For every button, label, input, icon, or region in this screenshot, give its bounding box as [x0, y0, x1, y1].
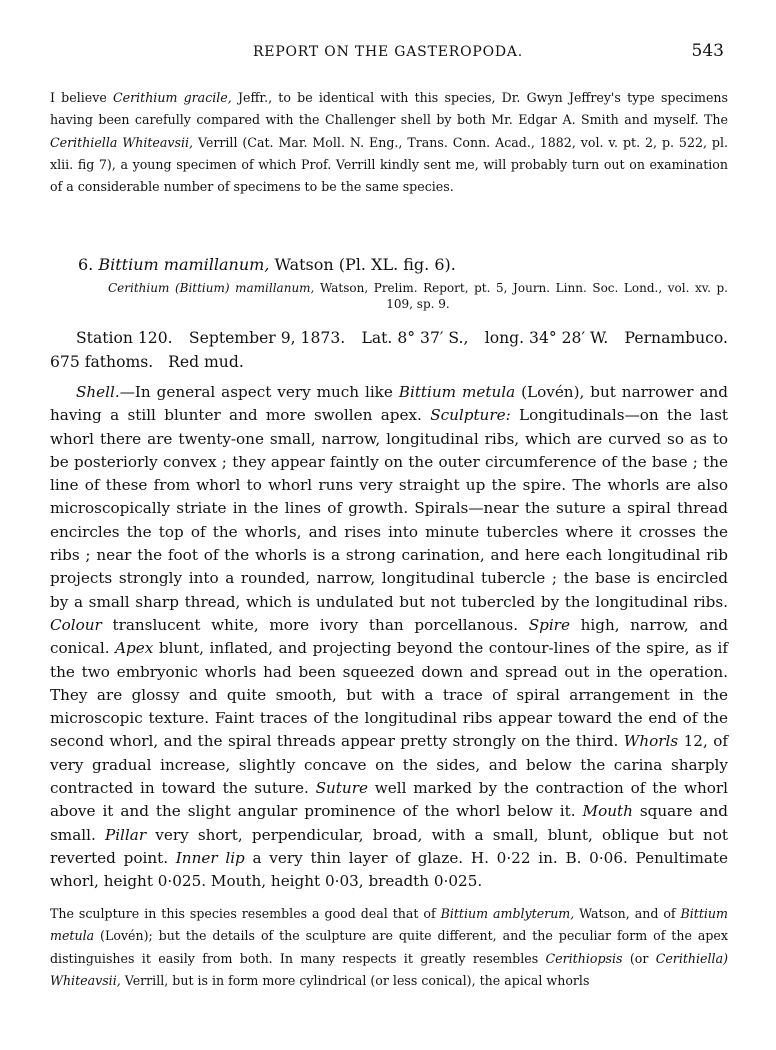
taxon-name: Cerithiopsis — [545, 950, 623, 966]
text: blunt, inflated, and projecting beyond the contour-lines of the spire, as if the two embryonic whorls had been squeezed down and spread out in the operation. They are glossy and quite smooth, but with a trace of spiral arrangement in the microscopic texture. Faint traces of the longitudinal ribs appear toward the end of the second whorl, and the spiral threads appear pretty strongly on the third. — [50, 639, 728, 751]
label-inner-lip: Inner lip — [175, 848, 245, 867]
text: —In general aspect very much like — [119, 383, 399, 401]
station-number: Station 120. — [76, 329, 173, 347]
label-colour: Colour — [50, 615, 102, 634]
paragraph-top — [50, 87, 728, 198]
station-info — [50, 326, 728, 374]
shell-description — [50, 381, 728, 894]
text: well marked by the contraction of the whorl above it and the slight angular prominence of the whorl below it. — [50, 779, 728, 821]
species-heading — [78, 255, 456, 274]
running-header: REPORT ON THE GASTEROPODA. — [252, 44, 524, 60]
label-suture: Suture — [315, 779, 368, 798]
page-number: 543 — [691, 41, 724, 61]
text: very short, perpendicular, broad, with a small, blunt, oblique but not reverted point. — [50, 825, 728, 867]
text: Verrill (Cat. Mar. Moll. N. Eng., Trans. Conn. Acad., 1882, vol. v. pt. 2, p. 522, pl. xlii. fig 7), a young specimen of which Prof. Verrill kindly sent me, will probably turn out on examination of a considerable number of specimens to be the same species. — [50, 134, 728, 195]
text: Watson, and of — [574, 906, 681, 921]
synonym-reference — [108, 280, 728, 312]
label-shell: Shell. — [76, 383, 120, 401]
species-name: Bittium mamillanum, — [98, 255, 270, 274]
station-date: September 9, 1873. — [188, 329, 346, 347]
station-lat: Lat. 8° 37′ S., — [361, 329, 469, 347]
text: high, narrow, and conical. — [50, 615, 728, 658]
text: square and small. — [50, 802, 728, 844]
taxon-name: Bittium metula — [50, 906, 728, 944]
station-bottom: Red mud. — [168, 353, 244, 371]
station-depth: 675 fathoms. — [50, 353, 154, 371]
text: (Lovén); but the details of the sculpture are quite different, and the peculiar form of the apex distinguishes it easily from both. In many respects it greatly resembles — [50, 928, 728, 966]
species-number: 6. — [78, 255, 94, 274]
text: (Lovén), but narrower and having a still blunter and more swollen apex. — [50, 383, 729, 425]
label-apex: Apex — [115, 639, 154, 658]
label-pillar: Pillar — [104, 825, 147, 844]
synonym-ref: Watson, Prelim. Report, pt. 5, Journ. Linn. Soc. Lond., vol. xv. p. 109, sp. 9. — [314, 281, 728, 311]
station-place: Pernambuco. — [624, 329, 728, 347]
taxon-name: Bittium metula — [398, 383, 516, 401]
synonym-name: Cerithium (Bittium) mamillanum, — [108, 281, 315, 295]
label-mouth: Mouth — [582, 802, 633, 821]
label-whorls: Whorls — [623, 732, 679, 751]
taxon-name: Cerithiella) Whiteavsii, — [50, 950, 728, 988]
text: Longitudinals—on the last whorl there are twenty-one small, narrow, longitudinal ribs, which are curved so as to be posteriorly convex ; they appear faintly on the outer circumference of the base ; the line of these from whorl to whorl runs very straight up the spire. The whorls are also microscopically striate in the lines of growth. Spirals—near the suture a spiral thread encircles the top of the whorls, and rises into minute tubercles where it crosses the ribs ; near the foot of the whorls is a strong carination, and here each longitudinal rib projects strongly into a rounded, narrow, longitudinal tubercle ; the base is encircled by a small sharp thread, which is undulated but not tubercled by the longitudinal ribs. — [50, 406, 728, 611]
text: Jeffr., to be identical with this species, Dr. Gwyn Jeffrey's type specimens having been carefully compared with the Challenger shell by both Mr. Edgar A. Smith and myself. The — [50, 90, 728, 128]
text: The sculpture in this species resembles a good deal that of — [50, 906, 441, 921]
taxon-name: Cerithiella Whiteavsii, — [50, 134, 194, 150]
text: 12, of very gradual increase, slightly concave on the sides, and below the carina sharply contracted in toward the suture. — [50, 732, 728, 798]
text: I believe — [50, 90, 113, 105]
label-sculpture: Sculpture: — [430, 406, 511, 425]
taxon-name: Bittium amblyterum, — [440, 906, 575, 921]
text: translucent white, more ivory than porcellanous. — [101, 615, 529, 634]
station-long: long. 34° 28′ W. — [484, 329, 609, 347]
paragraph-bottom — [50, 903, 728, 992]
taxon-name: Cerithium gracile, — [113, 90, 232, 105]
label-spire: Spire — [528, 615, 570, 634]
text: a very thin layer of glaze. H. 0·22 in. B. 0·06. Penultimate whorl, height 0·025. Mouth, height 0·03, breadth 0·025. — [50, 848, 728, 891]
species-author: Watson (Pl. XL. fig. 6). — [269, 255, 456, 274]
text: Verrill, but is in form more cylindrical (or less conical), the apical whorls — [120, 972, 590, 988]
text: (or — [622, 950, 656, 966]
